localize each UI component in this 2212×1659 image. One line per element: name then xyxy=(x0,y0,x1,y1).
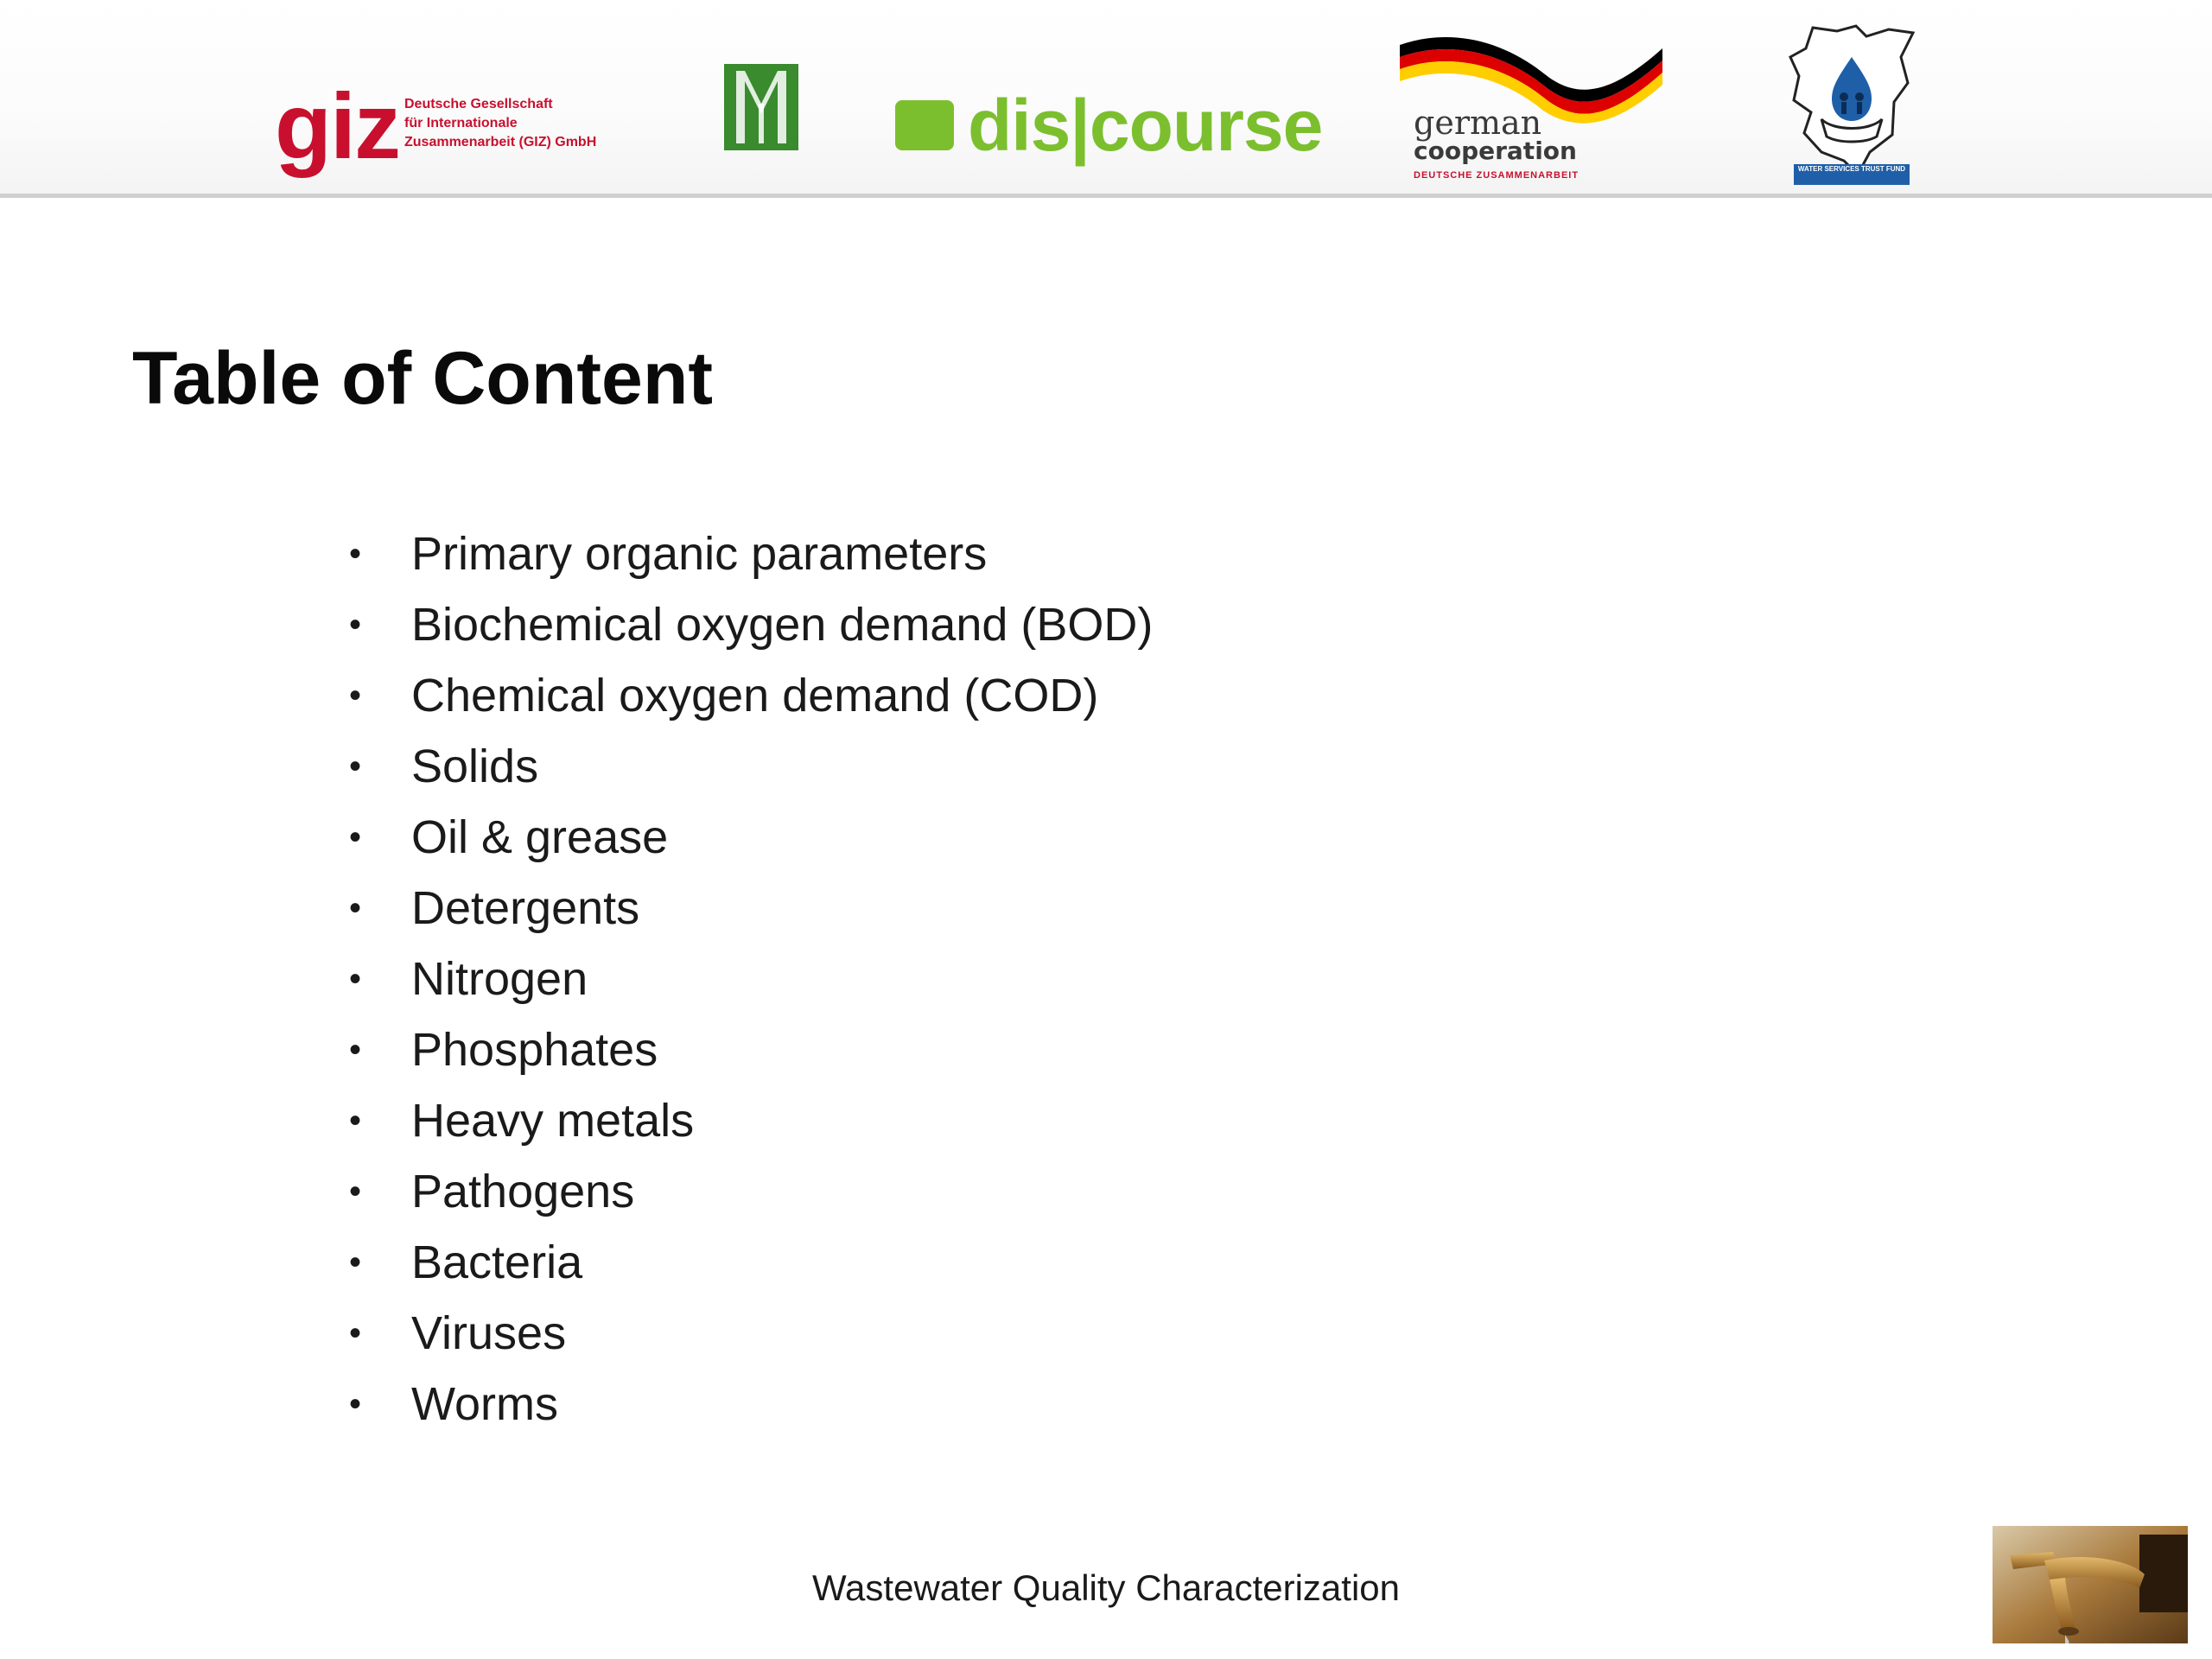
bullet-icon: • xyxy=(349,1243,362,1281)
table-of-content-list xyxy=(349,518,1559,1440)
toc-item xyxy=(349,589,1559,660)
book-logo-icon xyxy=(724,64,798,150)
bullet-icon: • xyxy=(349,1173,362,1211)
toc-item xyxy=(349,1369,1559,1440)
toc-item-label: Worms xyxy=(411,1378,558,1430)
slide-title: Table of Content xyxy=(132,337,714,420)
bullet-icon: • xyxy=(349,960,362,998)
header-divider xyxy=(0,194,2212,198)
toc-item xyxy=(349,873,1559,944)
toc-item-label: Solids xyxy=(411,741,539,792)
toc-item xyxy=(349,518,1559,589)
slide-footer: Wastewater Quality Characterization xyxy=(811,1567,1401,1608)
bullet-icon: • xyxy=(349,889,362,927)
bullet-icon: • xyxy=(349,677,362,715)
toc-item xyxy=(349,1014,1559,1085)
toc-item xyxy=(349,1227,1559,1298)
toc-item xyxy=(349,944,1559,1014)
toc-item-label: Viruses xyxy=(411,1307,567,1359)
bullet-icon: • xyxy=(349,1102,362,1140)
toc-item-label: Primary organic parameters xyxy=(411,528,988,580)
toc-item xyxy=(349,1085,1559,1156)
bullet-icon: • xyxy=(349,1314,362,1352)
discourse-square-icon xyxy=(895,100,954,150)
german-cooperation-line3: DEUTSCHE ZUSAMMENARBEIT xyxy=(1414,170,1580,181)
bullet-icon: • xyxy=(349,818,362,856)
discourse-logo xyxy=(895,85,1323,166)
toc-item xyxy=(349,802,1559,873)
toc-item-label: Pathogens xyxy=(411,1166,635,1217)
giz-line: Zusammenarbeit (GIZ) GmbH xyxy=(404,135,597,149)
giz-line: Deutsche Gesellschaft xyxy=(404,97,553,111)
toc-item-label: Phosphates xyxy=(411,1024,658,1076)
bullet-icon: • xyxy=(349,535,362,573)
toc-item xyxy=(349,1156,1559,1227)
bullet-icon: • xyxy=(349,1385,362,1423)
toc-item-label: Heavy metals xyxy=(411,1095,695,1147)
german-cooperation-line2: cooperation xyxy=(1414,137,1577,165)
discourse-wordmark: dis|course xyxy=(968,85,1323,166)
trust-fund-label: WATER SERVICES TRUST FUND xyxy=(1794,164,1910,185)
toc-item xyxy=(349,660,1559,731)
giz-line: für Internationale xyxy=(404,116,518,130)
bullet-icon: • xyxy=(349,1031,362,1069)
water-tap-photo xyxy=(1993,1526,2188,1643)
giz-logo xyxy=(275,73,638,183)
toc-item xyxy=(349,1298,1559,1369)
giz-name-lines xyxy=(404,95,638,152)
toc-item-label: Chemical oxygen demand (COD) xyxy=(411,670,1099,721)
kenya-map-emblem-icon xyxy=(1787,22,1916,187)
german-cooperation-logo xyxy=(1398,31,1666,187)
german-cooperation-line1: german xyxy=(1414,104,1542,142)
toc-item xyxy=(349,731,1559,802)
toc-item-label: Bacteria xyxy=(411,1236,583,1288)
bullet-icon: • xyxy=(349,606,362,644)
toc-item-label: Detergents xyxy=(411,882,640,934)
toc-item-label: Biochemical oxygen demand (BOD) xyxy=(411,599,1154,651)
toc-item-label: Oil & grease xyxy=(411,811,669,863)
toc-item-label: Nitrogen xyxy=(411,953,588,1005)
giz-wordmark: giz xyxy=(275,73,399,178)
bullet-icon: • xyxy=(349,747,362,785)
